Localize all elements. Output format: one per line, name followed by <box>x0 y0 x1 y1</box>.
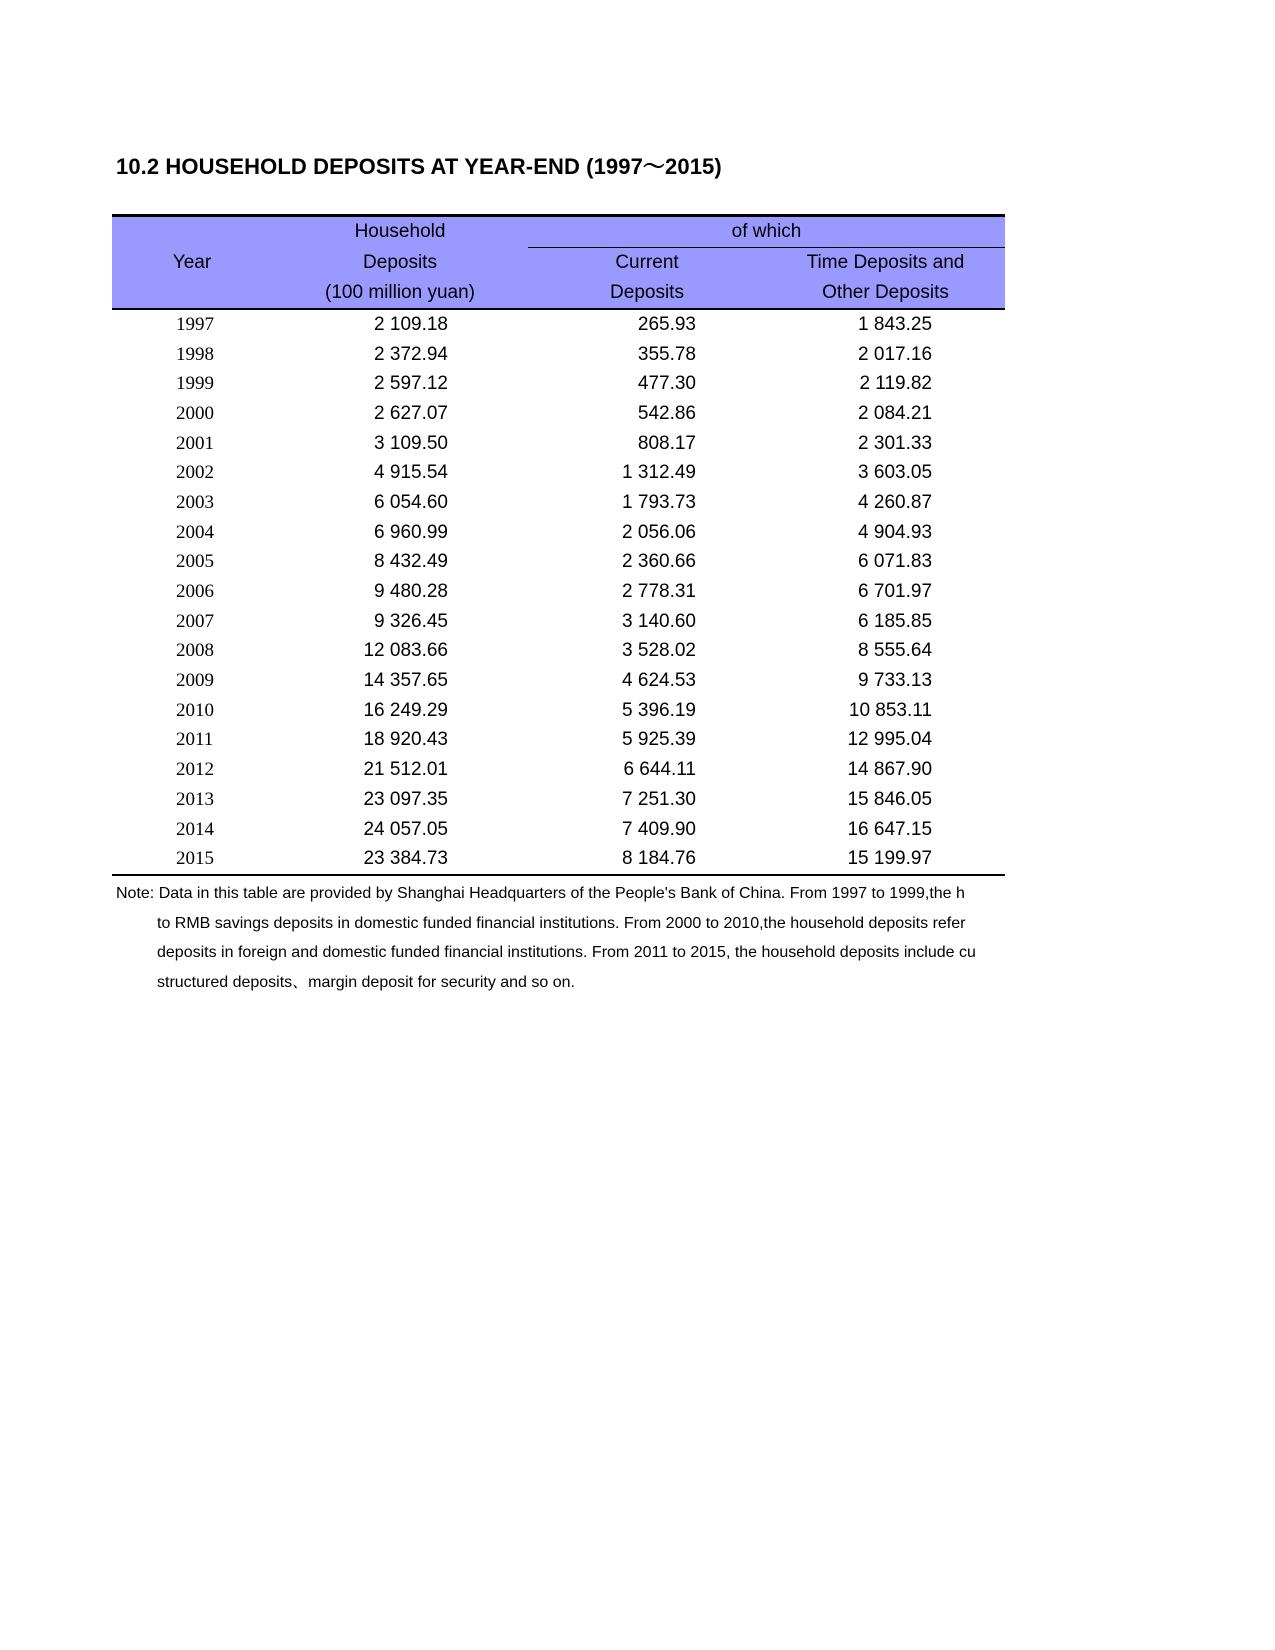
cell-household: 2 372.94 <box>374 343 448 365</box>
cell-time: 3 603.05 <box>858 462 933 484</box>
cell-household: 16 249.29 <box>363 699 448 721</box>
cell-year: 2001 <box>176 432 214 454</box>
cell-year: 2008 <box>176 640 214 662</box>
table-row <box>112 518 1005 548</box>
cell-year: 2011 <box>176 729 214 751</box>
cell-current: 2 360.66 <box>622 551 696 573</box>
cell-household: 6 960.99 <box>374 521 448 543</box>
cell-time: 4 904.93 <box>858 521 933 543</box>
cell-time: 2 017.16 <box>858 343 933 365</box>
cell-current: 6 644.11 <box>623 759 696 781</box>
table-row <box>112 815 1005 845</box>
header-household-line2: Deposits <box>272 248 528 279</box>
cell-household: 12 083.66 <box>363 640 448 662</box>
cell-current: 808.17 <box>637 432 696 454</box>
deposits-table <box>112 214 1005 876</box>
cell-year: 2014 <box>176 818 214 840</box>
note-line-4: structured deposits、margin deposit for security and so on. <box>157 973 575 991</box>
cell-current: 4 624.53 <box>622 670 696 692</box>
cell-year: 2004 <box>176 521 214 543</box>
table-row <box>112 577 1005 607</box>
cell-year: 2010 <box>176 699 214 721</box>
table-row <box>112 340 1005 370</box>
table-row <box>112 607 1005 637</box>
table-row <box>112 309 1005 340</box>
cell-current: 7 409.90 <box>622 818 696 840</box>
cell-household: 23 097.35 <box>363 788 448 810</box>
cell-year: 2003 <box>176 491 214 513</box>
cell-year: 2012 <box>176 759 214 781</box>
cell-time: 15 199.97 <box>766 844 1005 875</box>
table-row <box>112 369 1005 399</box>
page-title: 10.2 HOUSEHOLD DEPOSITS AT YEAR-END (1997～2015) <box>116 154 722 179</box>
cell-time: 6 071.83 <box>858 551 933 573</box>
header-of-which: of which <box>528 216 1005 248</box>
cell-household: 24 057.05 <box>363 818 448 840</box>
cell-time: 16 647.15 <box>847 818 933 840</box>
table-row <box>112 399 1005 429</box>
table-row <box>112 429 1005 459</box>
header-blank-year <box>112 216 272 248</box>
cell-year: 2005 <box>176 551 214 573</box>
header-household-line1: Household <box>272 216 528 248</box>
cell-time: 14 867.90 <box>847 759 933 781</box>
cell-year: 1998 <box>176 343 214 365</box>
cell-year: 2006 <box>176 581 214 603</box>
cell-time: 8 555.64 <box>858 640 933 662</box>
cell-household: 8 432.49 <box>374 551 448 573</box>
cell-current: 2 056.06 <box>622 521 696 543</box>
table-row <box>112 785 1005 815</box>
header-current-line2: Deposits <box>528 278 766 309</box>
cell-time: 2 119.82 <box>859 373 933 395</box>
cell-current: 5 925.39 <box>622 729 696 751</box>
cell-time: 12 995.04 <box>847 729 933 751</box>
cell-current: 5 396.19 <box>622 699 696 721</box>
table-row <box>112 637 1005 667</box>
header-current-line1: Current <box>528 248 766 279</box>
cell-household: 3 109.50 <box>374 432 448 454</box>
table-row <box>112 458 1005 488</box>
cell-current: 2 778.31 <box>622 581 696 603</box>
cell-year: 2015 <box>112 844 272 875</box>
cell-current: 542.86 <box>637 402 696 424</box>
cell-time: 9 733.13 <box>858 670 933 692</box>
cell-household: 2 597.12 <box>374 373 448 395</box>
cell-household: 2 627.07 <box>374 402 448 424</box>
cell-household: 23 384.73 <box>272 844 528 875</box>
cell-year: 1999 <box>176 373 214 395</box>
cell-household: 14 357.65 <box>363 670 448 692</box>
cell-current: 8 184.76 <box>528 844 766 875</box>
table-header <box>112 216 1005 310</box>
header-year: Year <box>112 248 272 279</box>
header-household-line3: (100 million yuan) <box>272 278 528 309</box>
table-row <box>112 696 1005 726</box>
cell-household: 2 109.18 <box>374 313 448 335</box>
cell-year: 2000 <box>176 402 214 424</box>
cell-time: 2 301.33 <box>858 432 933 454</box>
cell-time: 15 846.05 <box>847 788 933 810</box>
table-row <box>112 488 1005 518</box>
cell-current: 1 793.73 <box>622 491 696 513</box>
cell-current: 477.30 <box>637 373 696 395</box>
cell-household: 9 480.28 <box>374 581 448 603</box>
cell-current: 3 528.02 <box>622 640 696 662</box>
cell-time: 1 843.25 <box>858 313 933 335</box>
cell-year: 2007 <box>176 610 214 632</box>
cell-current: 265.93 <box>637 313 696 335</box>
cell-current: 1 312.49 <box>622 462 696 484</box>
cell-year: 2009 <box>176 670 214 692</box>
cell-current: 3 140.60 <box>622 610 696 632</box>
cell-household: 21 512.01 <box>363 759 448 781</box>
cell-time: 6 185.85 <box>858 610 933 632</box>
table-row <box>112 666 1005 696</box>
cell-year: 2002 <box>176 462 214 484</box>
cell-year: 2013 <box>176 788 214 810</box>
note-line-1: Note: Data in this table are provided by Shanghai Headquarters of the People's Bank of China. From 1997 to 1999,the h <box>116 885 965 903</box>
table-note <box>112 879 1005 997</box>
cell-current: 355.78 <box>637 343 696 365</box>
header-blank-year-bottom <box>112 278 272 309</box>
table-row <box>112 755 1005 785</box>
table-row <box>112 844 1005 875</box>
table-row <box>112 548 1005 578</box>
note-line-2: to RMB savings deposits in domestic funded financial institutions. From 2000 to 2010,the household deposits refer <box>157 914 966 932</box>
table-row <box>112 726 1005 756</box>
cell-year: 1997 <box>176 313 214 335</box>
header-time-line1: Time Deposits and <box>766 248 1005 279</box>
cell-household: 4 915.54 <box>374 462 448 484</box>
cell-time: 6 701.97 <box>858 581 933 603</box>
cell-time: 10 853.11 <box>848 699 933 721</box>
cell-time: 2 084.21 <box>858 402 933 424</box>
cell-household: 18 920.43 <box>363 729 448 751</box>
note-line-3: deposits in foreign and domestic funded financial institutions. From 2011 to 2015, the household deposits include cu <box>157 944 976 962</box>
cell-household: 6 054.60 <box>374 491 448 513</box>
cell-household: 9 326.45 <box>374 610 448 632</box>
cell-time: 4 260.87 <box>858 491 933 513</box>
deposits-sheet <box>112 214 1005 997</box>
header-time-line2: Other Deposits <box>766 278 1005 309</box>
table-body <box>112 309 1005 875</box>
cell-current: 7 251.30 <box>622 788 696 810</box>
